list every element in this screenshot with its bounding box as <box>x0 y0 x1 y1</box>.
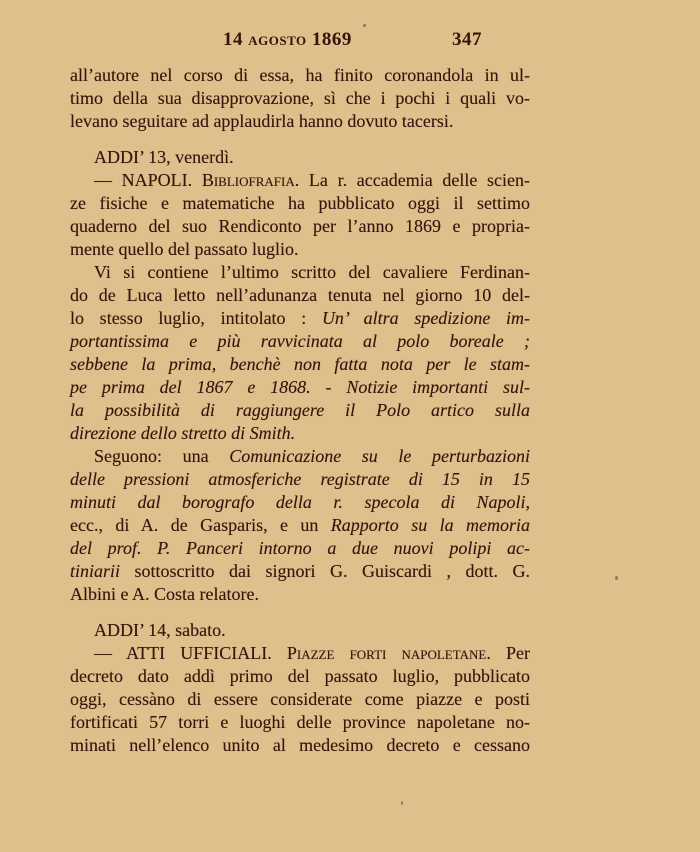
paragraph <box>70 642 530 757</box>
text-line <box>70 284 530 307</box>
italic-text: la possibilità di raggiungere il Polo artico sulla <box>70 400 530 420</box>
text-line <box>70 169 530 192</box>
scan-speck <box>363 24 366 27</box>
italic-text: Rapporto su la memoria <box>330 515 530 535</box>
header-year: 1869 <box>311 29 352 50</box>
roman-text: oggi, cessàno di essere considerate come piazze e posti <box>70 689 530 709</box>
roman-text: levano seguitare ad applaudirla hanno dovuto tacersi. <box>70 111 454 131</box>
text-line <box>70 376 530 399</box>
roman-text: Vi si contiene l’ultimo scritto del cavaliere Ferdinan- <box>94 262 530 282</box>
italic-text: delle pressioni atmosferiche registrate di 15 in 15 <box>70 469 530 489</box>
scan-speck <box>401 801 403 805</box>
paragraph <box>70 445 530 606</box>
roman-text: all’autore nel corso di essa, ha finito coronandola in ul- <box>70 65 530 85</box>
text-line <box>70 491 530 514</box>
scan-speck <box>615 576 618 580</box>
smallcaps-text: Piazze forti napoletane. <box>286 643 491 663</box>
roman-text: Seguono: una <box>94 446 230 466</box>
roman-text: — ATTI UFFICIALI. <box>94 643 287 663</box>
roman-text: timo della sua disapprovazione, sì che i pochi i quali vo- <box>70 88 530 108</box>
italic-text: Un’ altra spedizione im- <box>321 308 530 328</box>
roman-text: Albini e A. Costa relatore. <box>70 584 259 604</box>
roman-text: minati nell’elenco unito al medesimo decreto e cessano <box>70 735 530 755</box>
roman-text: Per <box>490 643 530 663</box>
text-line <box>70 665 530 688</box>
header-date <box>223 28 352 52</box>
italic-text: pe prima del 1867 e 1868. - Notizie importanti sul- <box>70 377 530 397</box>
text-line <box>70 560 530 583</box>
text-line <box>70 110 530 133</box>
text-line <box>70 537 530 560</box>
text-line <box>70 192 530 215</box>
text-line <box>70 445 530 468</box>
smallcaps-text: Bibliofrafia. <box>201 170 300 190</box>
text-line <box>70 215 530 238</box>
text-line <box>70 87 530 110</box>
roman-text: La r. accademia delle scien- <box>299 170 530 190</box>
roman-text: sottoscritto dai signori G. Guiscardi , dott. G. <box>120 561 530 581</box>
roman-text: ecc., di A. de Gasparis, e un <box>70 515 331 535</box>
roman-text: lo stesso luglio, intitolato : <box>70 308 322 328</box>
roman-text: mente quello del passato luglio. <box>70 239 299 259</box>
italic-text: sebbene la prima, benchè non fatta nota per le stam- <box>70 354 530 374</box>
header-month: agosto <box>248 29 307 50</box>
section-heading: ADDI’ 14, sabato. <box>94 620 226 640</box>
text-line <box>70 64 530 87</box>
italic-text: del prof. P. Panceri intorno a due nuovi polipi ac- <box>70 538 530 558</box>
text-line <box>70 688 530 711</box>
header-day: 14 <box>223 29 243 50</box>
book-page <box>70 28 530 757</box>
text-line <box>70 422 530 445</box>
italic-text: tiniarii <box>70 561 121 581</box>
text-line <box>70 642 530 665</box>
roman-text: ze fisiche e matematiche ha pubblicato oggi il settimo <box>70 193 530 213</box>
text-line <box>70 399 530 422</box>
paragraph <box>70 64 530 133</box>
roman-text: fortificati 57 torri e luoghi delle province napoletane no- <box>70 712 530 732</box>
text-line <box>70 468 530 491</box>
roman-text: quaderno del suo Rendiconto per l’anno 1869 e propria- <box>70 216 530 236</box>
roman-text: — NAPOLI. <box>94 170 202 190</box>
text-line <box>70 330 530 353</box>
page-header <box>70 28 530 52</box>
section-heading: ADDI’ 13, venerdì. <box>94 147 234 167</box>
text-line <box>70 238 530 261</box>
paragraph <box>70 169 530 261</box>
italic-text: direzione dello stretto di Smith. <box>70 423 296 443</box>
text-line <box>70 583 530 606</box>
text-line <box>70 734 530 757</box>
roman-text: do de Luca letto nell’adunanza tenuta nel giorno 10 del- <box>70 285 530 305</box>
text-line <box>70 261 530 284</box>
text-line <box>70 307 530 330</box>
page-body <box>70 64 530 757</box>
paragraph <box>70 261 530 445</box>
text-line <box>70 514 530 537</box>
italic-text: Comunicazione su le perturbazioni <box>229 446 530 466</box>
page-number: 347 <box>452 29 482 50</box>
text-line <box>70 353 530 376</box>
italic-text: portantissima e più ravvicinata al polo boreale ; <box>70 331 530 351</box>
text-line <box>70 711 530 734</box>
italic-text: minuti dal borografo della r. specola di Napoli, <box>70 492 530 512</box>
roman-text: decreto dato addì primo del passato luglio, pubblicato <box>70 666 530 686</box>
